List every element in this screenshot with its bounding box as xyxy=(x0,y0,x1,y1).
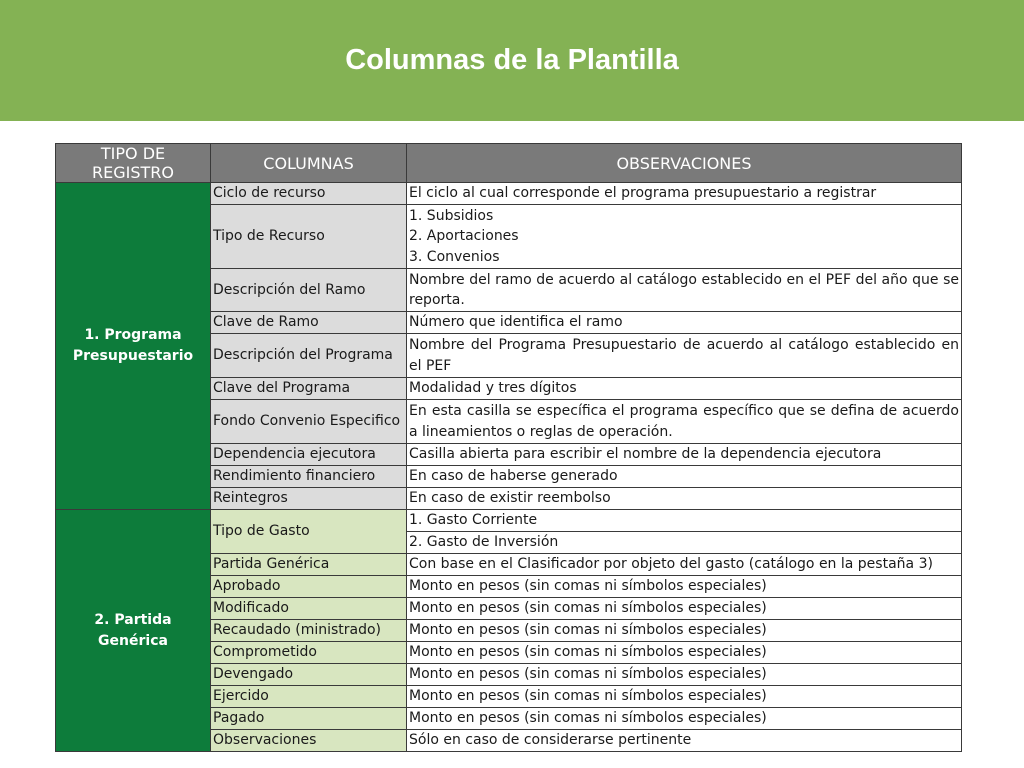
column-name: Recaudado (ministrado) xyxy=(211,620,407,642)
header-observaciones: OBSERVACIONES xyxy=(407,144,962,183)
group-label-programa-presupuestario xyxy=(56,183,211,510)
column-name: Fondo Convenio Especifico xyxy=(211,400,407,444)
column-name: Modificado xyxy=(211,598,407,620)
observation: Monto en pesos (sin comas ni símbolos especiales) xyxy=(407,576,962,598)
column-name: Aprobado xyxy=(211,576,407,598)
observation: En caso de haberse generado xyxy=(407,466,962,488)
group-label-line: 1. Programa xyxy=(84,327,182,343)
observation: Número que identifica el ramo xyxy=(407,312,962,334)
template-columns-table xyxy=(55,143,962,752)
column-name: Dependencia ejecutora xyxy=(211,444,407,466)
column-name: Reintegros xyxy=(211,488,407,510)
observation: En esta casilla se específica el programa específico que se defina de acuerdo a lineamientos o reglas de operación. xyxy=(407,400,962,444)
observation: En caso de existir reembolso xyxy=(407,488,962,510)
observation: Sólo en caso de considerarse pertinente xyxy=(407,730,962,752)
observation xyxy=(407,205,962,269)
title-banner xyxy=(0,0,1024,121)
table-header-row xyxy=(56,144,962,183)
observation: Monto en pesos (sin comas ni símbolos especiales) xyxy=(407,708,962,730)
page-title: Columnas de la Plantilla xyxy=(345,44,679,76)
column-name: Descripción del Programa xyxy=(211,334,407,378)
group-label-line: Presupuestario xyxy=(72,348,194,364)
table-row xyxy=(56,510,962,532)
observation-line: 1. Subsidios xyxy=(409,207,494,224)
observation: Monto en pesos (sin comas ni símbolos especiales) xyxy=(407,620,962,642)
column-name: Partida Genérica xyxy=(211,554,407,576)
column-name: Ciclo de recurso xyxy=(211,183,407,205)
column-name: Comprometido xyxy=(211,642,407,664)
observation: Nombre del ramo de acuerdo al catálogo establecido en el PEF del año que se reporta. xyxy=(407,269,962,312)
column-name: Clave de Ramo xyxy=(211,312,407,334)
observation: Monto en pesos (sin comas ni símbolos especiales) xyxy=(407,664,962,686)
column-name: Devengado xyxy=(211,664,407,686)
column-name: Tipo de Gasto xyxy=(211,510,407,554)
column-name: Clave del Programa xyxy=(211,378,407,400)
observation-line: 2. Aportaciones xyxy=(409,228,519,245)
column-name: Tipo de Recurso xyxy=(211,205,407,269)
table-row xyxy=(56,183,962,205)
column-name: Rendimiento financiero xyxy=(211,466,407,488)
observation: 1. Gasto Corriente xyxy=(407,510,962,532)
observation: El ciclo al cual corresponde el programa presupuestario a registrar xyxy=(407,183,962,205)
header-tipo-de-registro: TIPO DE REGISTRO xyxy=(56,144,211,183)
observation: Monto en pesos (sin comas ni símbolos especiales) xyxy=(407,686,962,708)
group-label-partida-generica: 2. Partida Genérica xyxy=(56,510,211,752)
column-name: Ejercido xyxy=(211,686,407,708)
observation: Modalidad y tres dígitos xyxy=(407,378,962,400)
observation: Monto en pesos (sin comas ni símbolos especiales) xyxy=(407,598,962,620)
observation: 2. Gasto de Inversión xyxy=(407,532,962,554)
observation: Monto en pesos (sin comas ni símbolos especiales) xyxy=(407,642,962,664)
observation: Con base en el Clasificador por objeto del gasto (catálogo en la pestaña 3) xyxy=(407,554,962,576)
column-name: Descripción del Ramo xyxy=(211,269,407,312)
header-columnas: COLUMNAS xyxy=(211,144,407,183)
observation-line: 3. Convenios xyxy=(409,248,500,265)
observation: Casilla abierta para escribir el nombre de la dependencia ejecutora xyxy=(407,444,962,466)
observation: Nombre del Programa Presupuestario de acuerdo al catálogo establecido en el PEF xyxy=(407,334,962,378)
column-name: Observaciones xyxy=(211,730,407,752)
column-name: Pagado xyxy=(211,708,407,730)
